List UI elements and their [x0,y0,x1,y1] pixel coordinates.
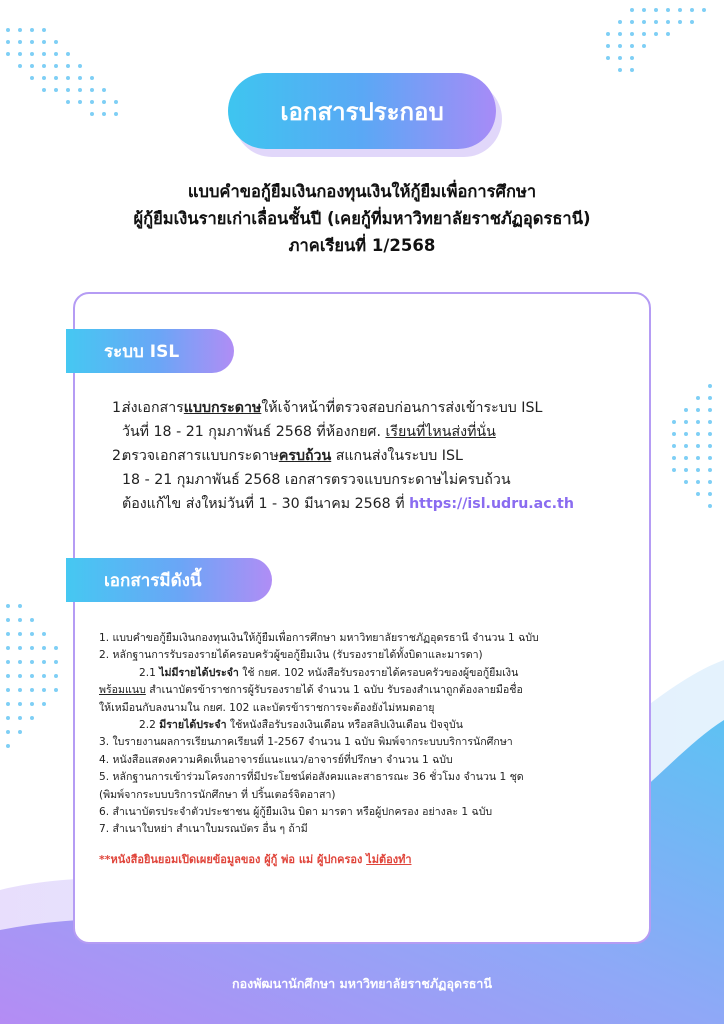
doc-item-4: 4. หนังสือแสดงความคิดเห็นอาจารย์แนะแนว/อาจารย์ที่ปรึกษา จำนวน 1 ฉบับ [99,753,453,766]
header-title-pill [228,73,496,149]
docs-section-tag-label: เอกสารมีดังนี้ [104,570,202,591]
doc-item-2-1-text: ใช้ กยศ. 102 หนังสือรับรองรายได้ครอบครัวของผู้ขอกู้ยืมเงิน [238,666,519,679]
doc-item-1: 1. แบบคำขอกู้ยืมเงินกองทุนเงินให้กู้ยืมเพื่อการศึกษา มหาวิทยาลัยราชภัฏอุดรธานี จำนวน 1 ฉบับ [99,632,539,644]
decorative-dots-top-right [600,0,724,110]
doc-item-2: 2. หลักฐานการรับรองรายได้ครอบครัวผู้ขอกู้ยืมเงิน (รับรองรายได้ทั้งบิดาและมารดา) [99,649,483,662]
isl-item-1-date: วันที่ 18 - 21 กุมภาพันธ์ 2568 ที่ห้องกยศ. [122,424,381,440]
main-title-line3: ภาคเรียนที่ 1/2568 [288,236,436,255]
consent-note [99,851,635,868]
doc-item-2-1 [99,665,635,682]
doc-item-2-2-number: 2.2 [139,719,160,732]
decorative-dots-top-left [0,20,140,130]
isl-item-1-location-note: เรียนที่ไหนส่งที่นั่น [385,424,496,440]
isl-item-2-complete-emphasis: ครบถ้วน [278,448,332,464]
isl-item-1-text-c: ให้เจ้าหน้าที่ตรวจสอบก่อนการส่งเข้าระบบ ISL [261,400,543,416]
doc-item-2-1-attach: พร้อมแนบ [99,684,146,697]
consent-note-emphasis: ไม่ต้องทำ [366,852,412,866]
isl-instructions [112,396,632,516]
isl-item-1 [112,396,632,444]
decorative-dots-left [0,600,70,810]
main-title-line2: ผู้กู้ยืมเงินรายเก่าเลื่อนชั้นปี (เคยกู้ที่มหาวิทยาลัยราชภัฏอุดรธานี) [133,209,591,228]
main-title [40,178,684,259]
doc-item-2-1-title: ไม่มีรายได้ประจำ [159,666,239,679]
doc-item-5: 5. หลักฐานการเข้าร่วมโครงการที่มีประโยชน์ต่อสังคมและสาธารณะ 36 ชั่วโมง จำนวน 1 ชุด [99,771,524,784]
isl-item-2-text-e: ต้องแก้ไข ส่งใหม่วันที่ 1 - 30 มีนาคม 2568 ที่ [122,496,405,512]
doc-item-2-2 [99,717,635,734]
isl-item-1-text-a: ส่งเอกสาร [122,400,184,416]
isl-item-2 [112,444,632,516]
consent-note-text: **หนังสือยินยอมเปิดเผยข้อมูลของ ผู้กู้ พ่อ แม่ ผู้ปกครอง [99,852,367,866]
doc-item-2-1-number: 2.1 [139,666,160,679]
footer-organization: กองพัฒนานักศึกษา มหาวิทยาลัยราชภัฏอุดรธานี [232,976,492,991]
header-title: เอกสารประกอบ [280,97,444,126]
docs-section-tag [66,558,272,602]
doc-item-3: 3. ใบรายงานผลการเรียนภาคเรียนที่ 1-2567 จำนวน 1 ฉบับ พิมพ์จากระบบบริการนักศึกษา [99,736,513,749]
isl-item-2-number: 2. [112,448,126,464]
doc-item-2-2-text: ใช้หนังสือรับรองเงินเดือน หรือสลิปเงินเดือน ปัจจุบัน [226,719,463,732]
doc-item-2-1-text-b: สำเนาบัตรข้าราชการผู้รับรองรายได้ จำนวน 1 ฉบับ รับรองสำเนาถูกต้องลายมือชื่อ [145,684,523,697]
doc-item-6: 6. สำเนาบัตรประจำตัวประชาชน ผู้กู้ยืมเงิน บิดา มารดา หรือผู้ปกครอง อย่างละ 1 ฉบับ [99,806,493,819]
doc-item-2-1-text-c: ให้เหมือนกับลงนามใน กยศ. 102 และบัตรข้าราชการจะต้องยังไม่หมดอายุ [99,701,435,714]
main-title-line1: แบบคำขอกู้ยืมเงินกองทุนเงินให้กู้ยืมเพื่อการศึกษา [187,182,537,201]
isl-section-tag [66,329,234,373]
doc-item-2-2-title: มีรายได้ประจำ [159,719,227,732]
isl-item-2-text-d: 18 - 21 กุมภาพันธ์ 2568 เอกสารตรวจแบบกระดาษไม่ครบถ้วน [122,472,511,488]
isl-section-tag-label: ระบบ ISL [104,341,180,362]
isl-item-2-text-a: ตรวจเอกสารแบบกระดาษ [122,448,279,464]
isl-item-2-text-c: สแกนส่งในระบบ ISL [331,448,463,464]
decorative-dots-right [664,380,724,550]
documents-list [99,630,635,868]
isl-item-1-paper-emphasis: แบบกระดาษ [183,400,262,416]
isl-website-link[interactable]: https://isl.udru.ac.th [409,496,574,512]
doc-item-2-1-cont [99,682,635,699]
doc-item-7: 7. สำเนาใบหย่า สำเนาใบมรณบัตร อื่น ๆ ถ้ามี [99,823,308,836]
isl-item-1-number: 1. [112,400,126,416]
doc-item-5-note: (พิมพ์จากระบบบริการนักศึกษา ที่ ปริ้นเตอร์จิตอาสา) [99,788,336,801]
